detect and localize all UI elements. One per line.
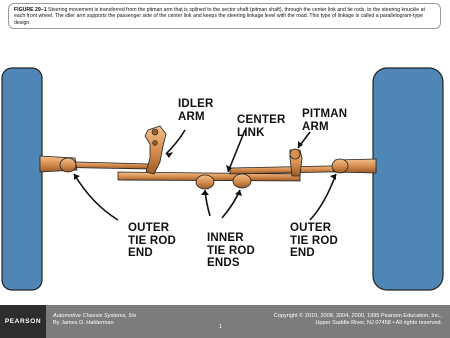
inner-tie-rod-end-right [233,174,251,188]
inner-tie-rod-label: INNER TIE ROD ENDS [207,232,256,269]
inner-tie-rod-end-left [196,175,214,189]
outer-tie-rod-right-pointer [310,174,336,220]
left-tire [2,68,42,290]
center-link-label: CENTER LINK [237,114,286,139]
outer-tie-rod-end-left [60,158,76,172]
figure-label: FIGURE 29–1 [14,7,47,13]
figure-caption [8,3,441,29]
copyright-notice [274,313,442,328]
slide-footer [0,305,450,338]
copyright-line-1: Copyright © 2010, 2008, 2004, 2000, 1995 Pearson Education, Inc., [273,313,442,319]
pitman-arm-label: PITMAN ARM [302,108,348,133]
idler-arm-label: IDLER ARM [178,98,214,123]
page-number: 1 [219,324,223,330]
idler-arm-pointer [166,130,185,154]
outer-tie-rod-right-label: OUTER TIE ROD END [290,222,339,259]
outer-tie-rod-end-right [332,159,348,173]
outer-tie-rod-left-label: OUTER TIE ROD END [128,222,177,259]
publisher-logo: PEARSON [0,305,46,338]
book-info [53,313,136,328]
copyright-line-2: Upper Saddle River, NJ 07458 • All rights reserved. [315,320,442,327]
book-title: Automotive Chassis Systems, 5/e [53,313,137,319]
figure-caption-text: Steering movement is transferred from the pitman arm that is splined to the sector shaft (pitman shaft), through the center link and tie rods, to the steering knuckle at each front wheel. The idler arm supports the passenger side of the center link and keeps the steering linkage level with the road. This type of linkage is called a parallelogram-type design. [14,7,425,26]
book-author: By James D. Halderman [53,320,114,327]
right-tire [373,68,443,290]
outer-tie-rod-left-pointer [74,174,118,220]
